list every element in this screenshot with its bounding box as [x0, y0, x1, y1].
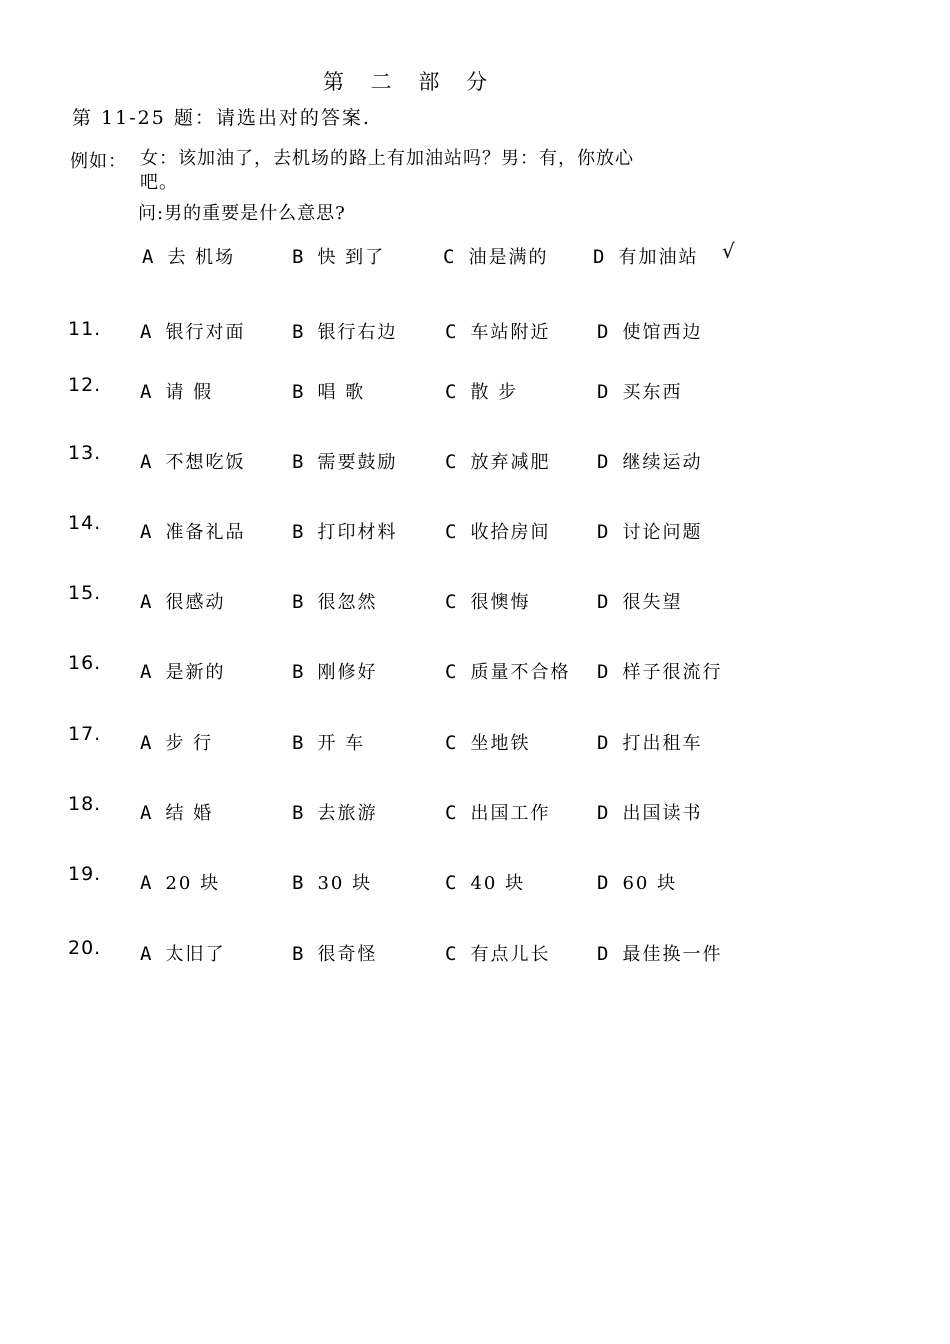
option-b [292, 869, 372, 895]
example-option-a [142, 243, 235, 269]
option-letter: C [445, 872, 459, 894]
option-letter: B [292, 591, 306, 613]
option-text: 银行右边 [317, 322, 398, 343]
option-text: 油是满的 [468, 247, 549, 268]
option-a [140, 729, 213, 755]
option-letter: A [140, 591, 154, 613]
option-b [292, 318, 397, 344]
option-c [445, 869, 525, 895]
option-c [445, 799, 550, 825]
option-d [597, 378, 682, 404]
option-text: 出国读书 [622, 803, 703, 824]
question-row [0, 512, 950, 548]
option-d [597, 940, 722, 966]
option-letter: A [140, 321, 154, 343]
option-a [140, 588, 225, 614]
question-number: 19. [68, 863, 102, 885]
option-c [445, 658, 570, 684]
option-letter: C [445, 321, 459, 343]
option-a [140, 518, 245, 544]
option-text: 准备礼品 [165, 522, 246, 543]
option-letter: A [142, 246, 156, 268]
question-row [0, 793, 950, 829]
question-row [0, 374, 950, 408]
option-letter: C [445, 802, 459, 824]
question-number: 20. [68, 937, 102, 959]
option-text: 是新的 [165, 662, 226, 683]
option-text: 讨论问题 [622, 522, 703, 543]
question-row [0, 863, 950, 899]
option-b [292, 940, 377, 966]
option-letter: C [443, 246, 457, 268]
option-text: 步 行 [165, 733, 214, 754]
question-number: 11. [68, 318, 102, 340]
option-text: 买东西 [622, 382, 683, 403]
option-letter: A [140, 943, 154, 965]
option-d [597, 869, 677, 895]
option-a [140, 318, 245, 344]
example-option-c [443, 243, 548, 269]
option-text: 刚修好 [317, 662, 378, 683]
option-text: 很感动 [165, 592, 226, 613]
question-row [0, 652, 950, 688]
question-number: 12. [68, 374, 102, 396]
option-c [445, 588, 530, 614]
option-letter: D [597, 943, 611, 965]
option-letter: B [292, 451, 306, 473]
option-d [597, 799, 702, 825]
question-row [0, 318, 950, 348]
option-text: 结 婚 [165, 803, 214, 824]
option-letter: A [140, 732, 154, 754]
option-text: 收拾房间 [470, 522, 551, 543]
option-text: 打印材料 [317, 522, 398, 543]
option-text: 需要鼓励 [317, 452, 398, 473]
option-text: 有点儿长 [470, 944, 551, 965]
option-text: 30 块 [317, 873, 373, 894]
option-text: 银行对面 [165, 322, 246, 343]
option-letter: D [597, 732, 611, 754]
option-letter: D [597, 872, 611, 894]
option-a [140, 658, 225, 684]
option-letter: C [445, 521, 459, 543]
option-b [292, 448, 397, 474]
option-letter: B [292, 802, 306, 824]
option-c [445, 378, 518, 404]
option-text: 请 假 [165, 382, 214, 403]
option-text: 样子很流行 [622, 662, 723, 683]
option-text: 很懊悔 [470, 592, 531, 613]
example-option-b [292, 243, 385, 269]
option-letter: A [140, 451, 154, 473]
option-text: 有加油站 [618, 247, 699, 268]
option-c [445, 518, 550, 544]
option-letter: D [597, 321, 611, 343]
question-number: 14. [68, 512, 102, 534]
option-d [597, 318, 702, 344]
option-text: 出国工作 [470, 803, 551, 824]
option-d [597, 729, 702, 755]
option-letter: B [292, 661, 306, 683]
option-letter: A [140, 661, 154, 683]
option-a [140, 378, 213, 404]
option-c [445, 448, 550, 474]
page-title: 第 二 部 分 [322, 70, 498, 94]
option-letter: D [597, 661, 611, 683]
option-b [292, 518, 397, 544]
option-letter: D [597, 591, 611, 613]
option-letter: D [597, 521, 611, 543]
option-text: 打出租车 [622, 733, 703, 754]
option-letter: B [292, 246, 306, 268]
option-text: 20 块 [165, 873, 221, 894]
option-c [445, 318, 550, 344]
option-d [597, 518, 702, 544]
option-letter: B [292, 943, 306, 965]
instruction-text: 第 11-25 题：请选出对的答案. [72, 107, 371, 129]
question-row [0, 582, 950, 618]
option-letter: B [292, 872, 306, 894]
example-options-row [0, 239, 950, 273]
question-row [0, 937, 950, 970]
option-text: 继续运动 [622, 452, 703, 473]
question-number: 18. [68, 793, 102, 815]
option-b [292, 799, 377, 825]
option-letter: A [140, 802, 154, 824]
option-text: 唱 歌 [317, 382, 366, 403]
option-text: 快 到了 [317, 247, 386, 268]
option-letter: B [292, 521, 306, 543]
option-letter: D [597, 451, 611, 473]
option-text: 去旅游 [317, 803, 378, 824]
option-d [597, 448, 702, 474]
option-text: 散 步 [470, 382, 519, 403]
option-text: 放弃减肥 [470, 452, 551, 473]
option-letter: C [445, 381, 459, 403]
option-d [597, 588, 682, 614]
option-b [292, 729, 365, 755]
option-text: 使馆西边 [622, 322, 703, 343]
option-text: 坐地铁 [470, 733, 531, 754]
option-letter: C [445, 591, 459, 613]
option-text: 去 机场 [167, 247, 236, 268]
option-text: 最佳换一件 [622, 944, 723, 965]
option-b [292, 588, 377, 614]
option-text: 很奇怪 [317, 944, 378, 965]
question-number: 17. [68, 723, 102, 745]
example-option-d [593, 243, 698, 269]
question-row [0, 723, 950, 759]
option-letter: D [593, 246, 607, 268]
option-text: 40 块 [470, 873, 526, 894]
option-letter: D [597, 381, 611, 403]
option-a [140, 869, 220, 895]
option-letter: A [140, 872, 154, 894]
option-text: 60 块 [622, 873, 678, 894]
option-text: 车站附近 [470, 322, 551, 343]
option-b [292, 378, 365, 404]
option-letter: D [597, 802, 611, 824]
option-text: 很忽然 [317, 592, 378, 613]
check-mark-icon: √ [722, 239, 735, 263]
option-text: 质量不合格 [470, 662, 571, 683]
question-number: 15. [68, 582, 102, 604]
option-c [445, 940, 550, 966]
option-letter: C [445, 661, 459, 683]
example-question: 问:男的重要是什么意思? [138, 203, 346, 224]
option-letter: B [292, 321, 306, 343]
question-row [0, 442, 950, 478]
option-text: 很失望 [622, 592, 683, 613]
option-d [597, 658, 722, 684]
question-number: 16. [68, 652, 102, 674]
question-number: 13. [68, 442, 102, 464]
option-a [140, 940, 225, 966]
option-b [292, 658, 377, 684]
option-letter: A [140, 521, 154, 543]
option-text: 太旧了 [165, 944, 226, 965]
option-letter: C [445, 451, 459, 473]
option-letter: B [292, 381, 306, 403]
option-c [445, 729, 530, 755]
option-letter: C [445, 943, 459, 965]
option-text: 开 车 [317, 733, 366, 754]
option-letter: B [292, 732, 306, 754]
option-a [140, 799, 213, 825]
option-text: 不想吃饭 [165, 452, 246, 473]
option-letter: A [140, 381, 154, 403]
example-label: 例如： [70, 151, 127, 172]
example-dialogue: 女：该加油了，去机场的路上有加油站吗？男：有，你放心吧。 [140, 148, 634, 193]
option-letter: C [445, 732, 459, 754]
option-a [140, 448, 245, 474]
